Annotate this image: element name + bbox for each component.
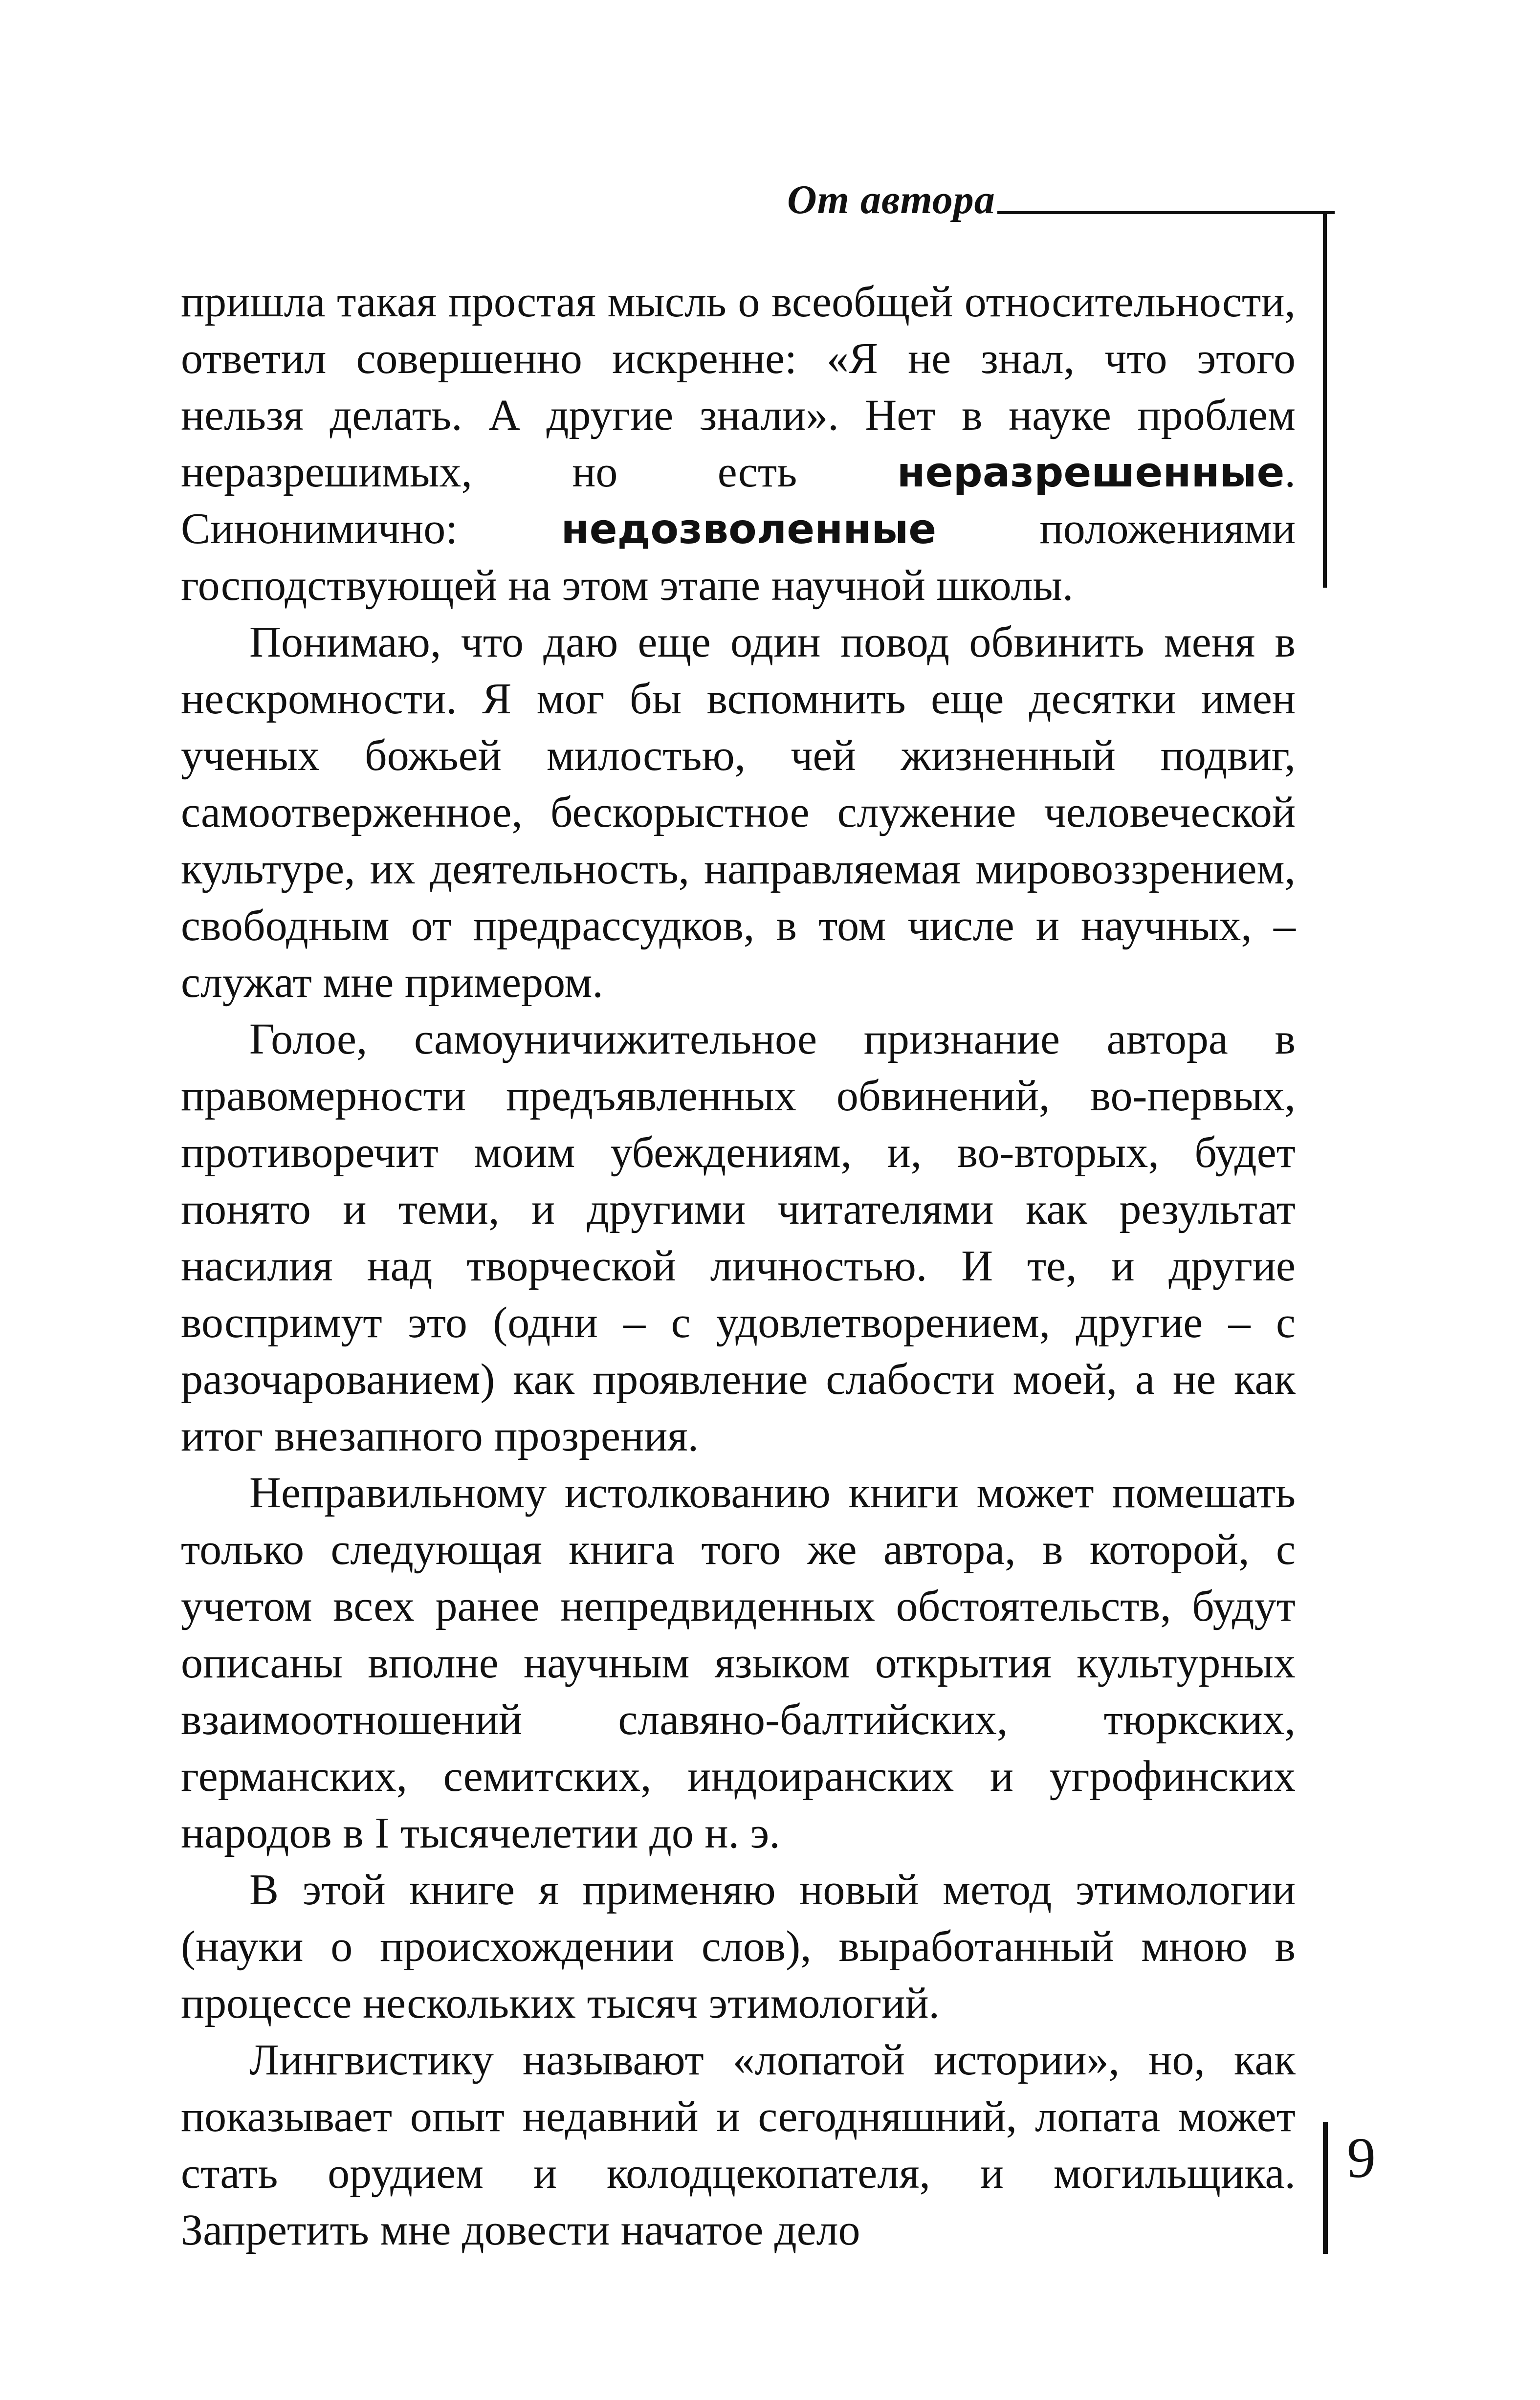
margin-bracket-rule	[1323, 211, 1327, 588]
paragraph	[181, 1862, 1296, 2032]
running-head: От автора	[787, 177, 995, 222]
paragraph	[181, 614, 1296, 1011]
header-rule	[997, 211, 1335, 214]
text-segment: . Синонимично:	[181, 448, 1296, 553]
text-segment: положениями господствующей на этом этапе научной школы.	[181, 505, 1296, 610]
body-text	[181, 274, 1296, 2259]
text-segment: Лингвистику называют «лопатой истории», но, как показывает опыт недавний и сегодняшний, лопата может стать орудием и колодцекопателя, и могильщика. Запретить мне довести начатое дело	[181, 2036, 1296, 2254]
text-segment: Неправильному истолкованию книги может помешать только следующая книга того же автора, в которой, с учетом всех ранее непредвиденных обстоятельств, будут описаны вполне научным языком открытия культурных взаимоотношений славяно-балтийских, тюркских, германских, семитских, индоиранских и угрофинских народов в I тысячелетии до н. э.	[181, 1469, 1296, 1857]
text-segment: Голое, самоуничижительное признание автора в правомерности предъявленных обвинений, во-первых, противоречит моим убеждениям, и, во-вторых, будет понято и теми, и другими читателями как результат насилия над творческой личностью. И те, и другие воспримут это (одни – с удовлетворением, другие – с разочарованием) как проявление слабости моей, а не как итог внезапного прозрения.	[181, 1015, 1296, 1460]
text-segment: пришла такая простая мысль о всеобщей относительности, ответил совершенно искренне: «Я не знал, что этого нельзя делать. А другие знали». Нет в науке проблем неразрешимых, но есть	[181, 278, 1296, 496]
emphasized-term: неразрешенные	[897, 448, 1285, 496]
page-number-rule	[1323, 2122, 1328, 2254]
text-segment: Понимаю, что даю еще один повод обвинить меня в нескромности. Я мог бы вспомнить еще десятки имен ученых божьей милостью, чей жизненный подвиг, самоотверженное, бескорыстное служение человеческой культуре, их деятельность, направляемая мировоззрением, свободным от предрассудков, в том числе и научных, – служат мне примером.	[181, 618, 1296, 1007]
paragraph	[181, 2032, 1296, 2259]
paragraph	[181, 1465, 1296, 1862]
paragraph	[181, 1011, 1296, 1465]
page-number: 9	[1347, 2126, 1376, 2190]
paragraph	[181, 274, 1296, 614]
text-segment: В этой книге я применяю новый метод этимологии (науки о происхождении слов), выработанный мною в процессе нескольких тысяч этимологий.	[181, 1866, 1296, 2027]
emphasized-term: недозволенные	[561, 505, 937, 553]
